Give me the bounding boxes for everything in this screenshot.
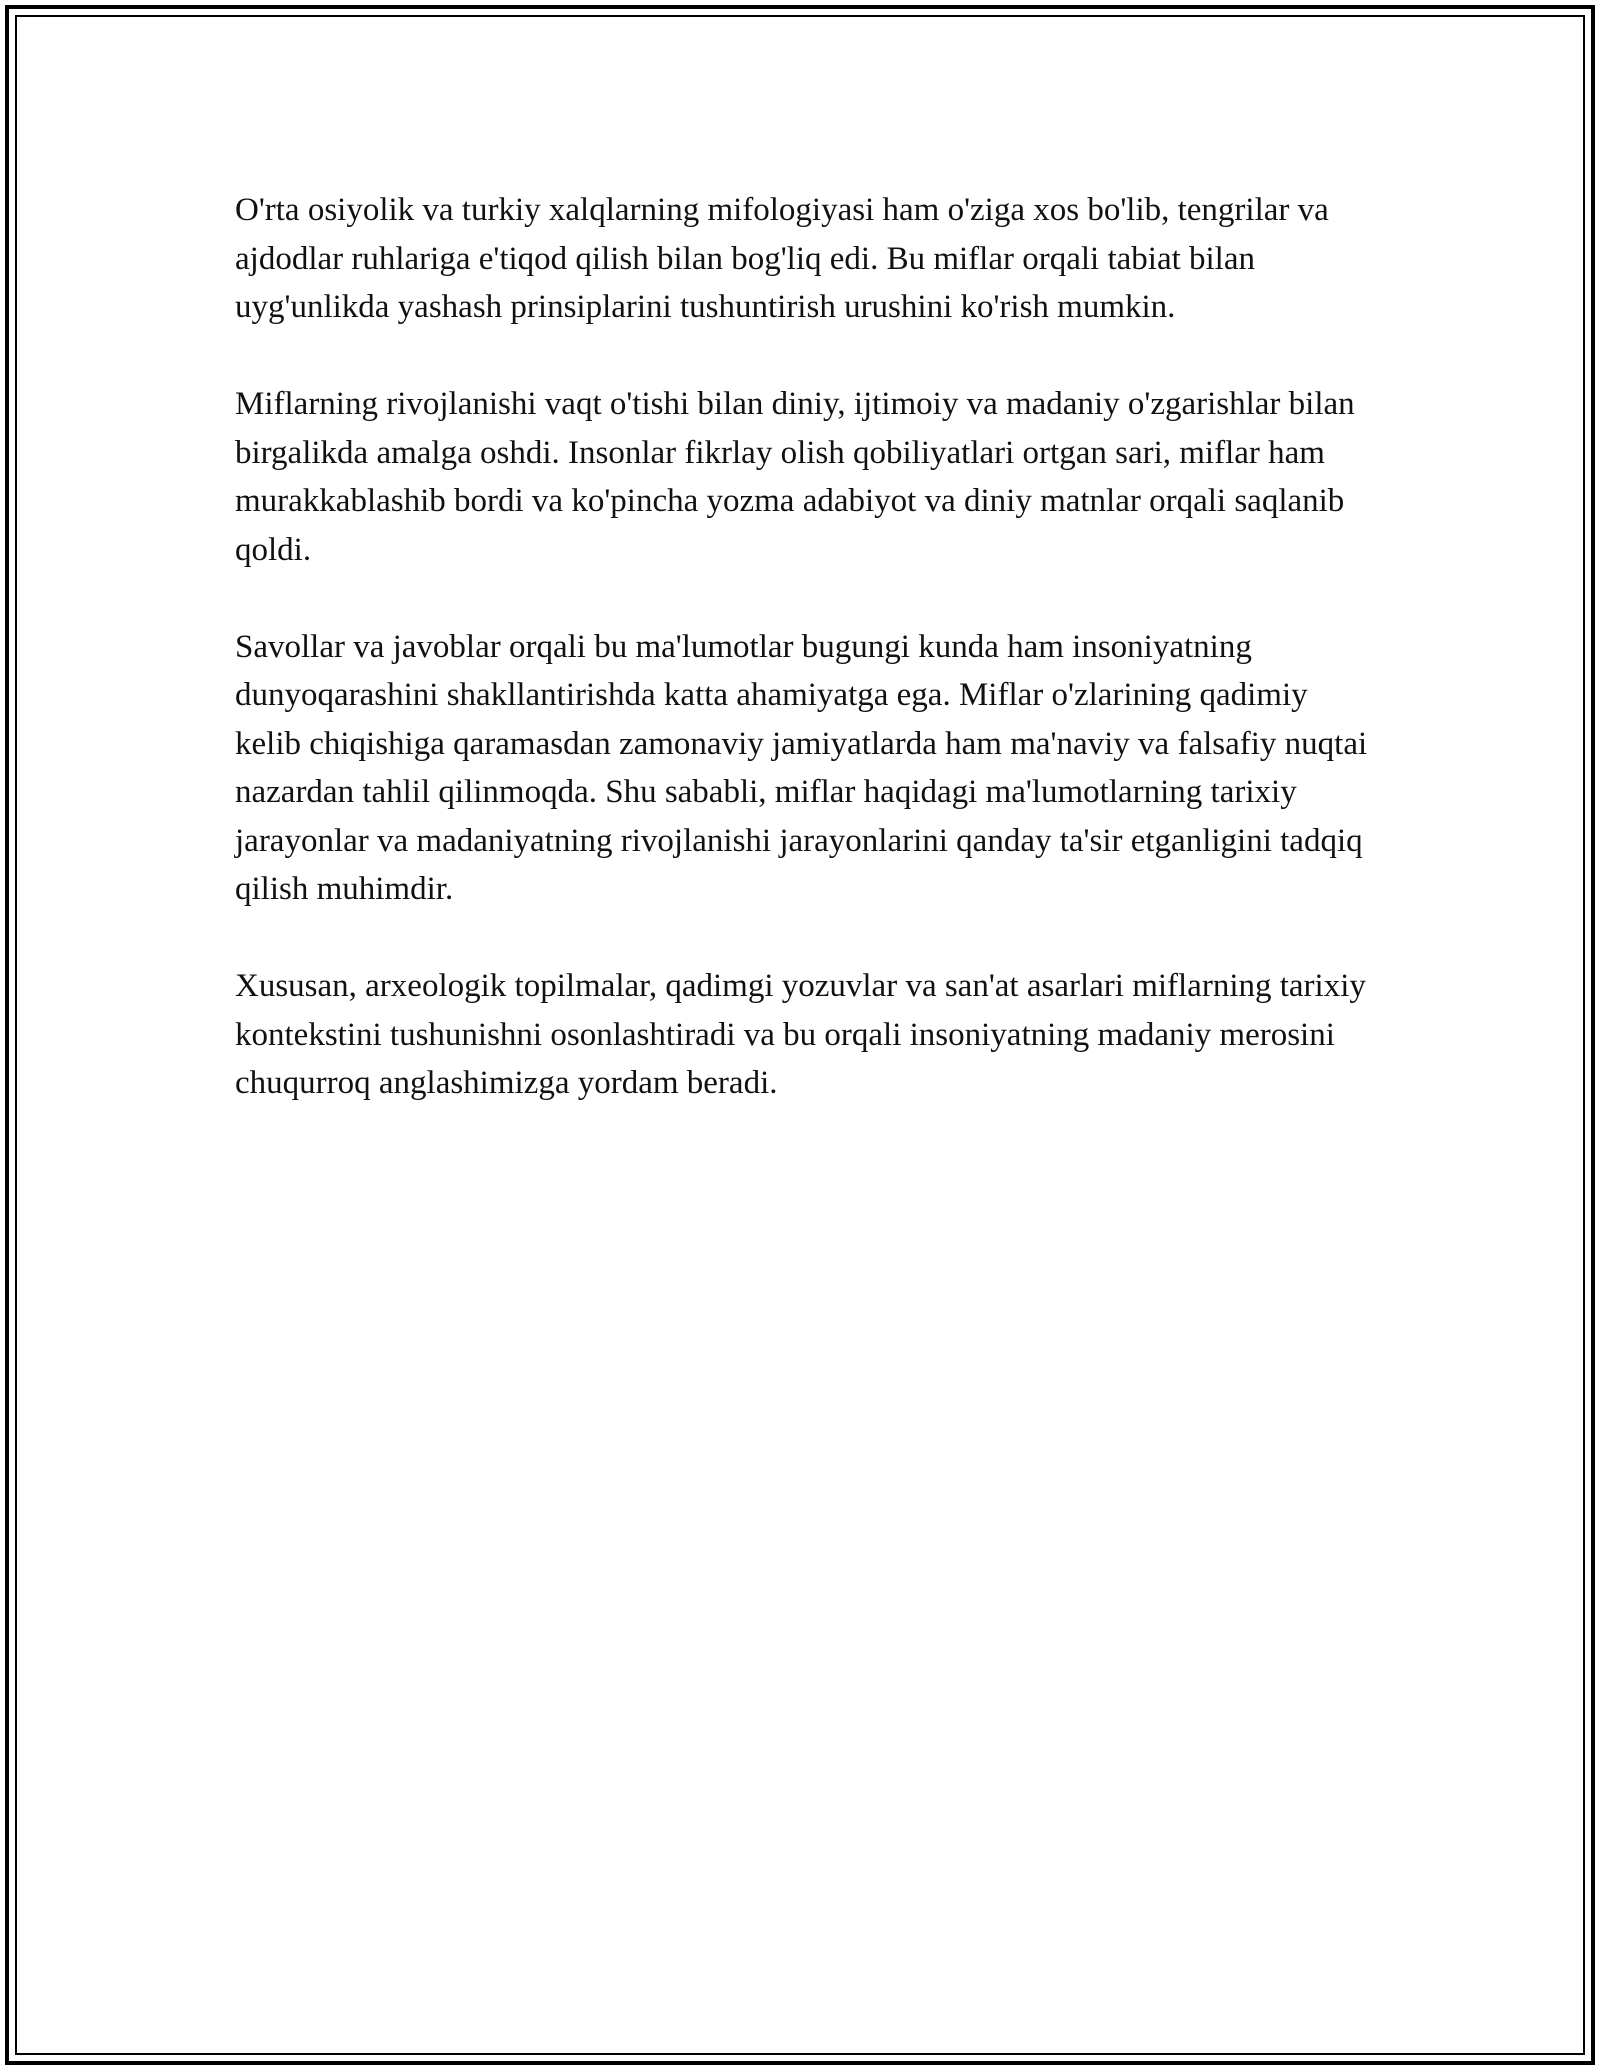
paragraph-1: O'rta osiyolik va turkiy xalqlarning mifologiyasi ham o'ziga xos bo'lib, tengrilar va ajdodlar ruhlariga e'tiqod qilish bilan bog'liq edi. Bu miflar orqali tabiat bilan uyg'unlikda yashash prinsiplarini tushuntirish urushini ko'rish mumkin. bbox=[235, 192, 1329, 325]
paragraph-2: Miflarning rivojlanishi vaqt o'tishi bilan diniy, ijtimoiy va madaniy o'zgarishlar bilan birgalikda amalga oshdi. Insonlar fikrlay olish qobiliyatlari ortgan sari, miflar ham murakkablashib bordi va ko'pincha yozma adabiyot va diniy matnlar orqali saqlanib qoldi. bbox=[235, 386, 1355, 568]
paragraph-3: Savollar va javoblar orqali bu ma'lumotlar bugungi kunda ham insoniyatning dunyoqarashini shakllantirishda katta ahamiyatga ega. Miflar o'zlarining qadimiy kelib chiqishiga qaramasdan zamonaviy jamiyatlarda ham ma'naviy va falsafiy nuqtai nazardan tahlil qilinmoqda. Shu sababli, miflar haqidagi ma'lumotlarning tarixiy jarayonlar va madaniyatning rivojlanishi jarayonlarini qanday ta'sir etganligini tadqiq qilish muhimdir. bbox=[235, 628, 1368, 907]
document-body bbox=[235, 186, 1375, 1156]
paragraph-4: Xususan, arxeologik topilmalar, qadimgi yozuvlar va san'at asarlari miflarning tarixiy kontekstini tushunishni osonlashtiradi va bu orqali insoniyatning madaniy merosini chuqurroq anglashimizga yordam beradi. bbox=[235, 968, 1366, 1101]
